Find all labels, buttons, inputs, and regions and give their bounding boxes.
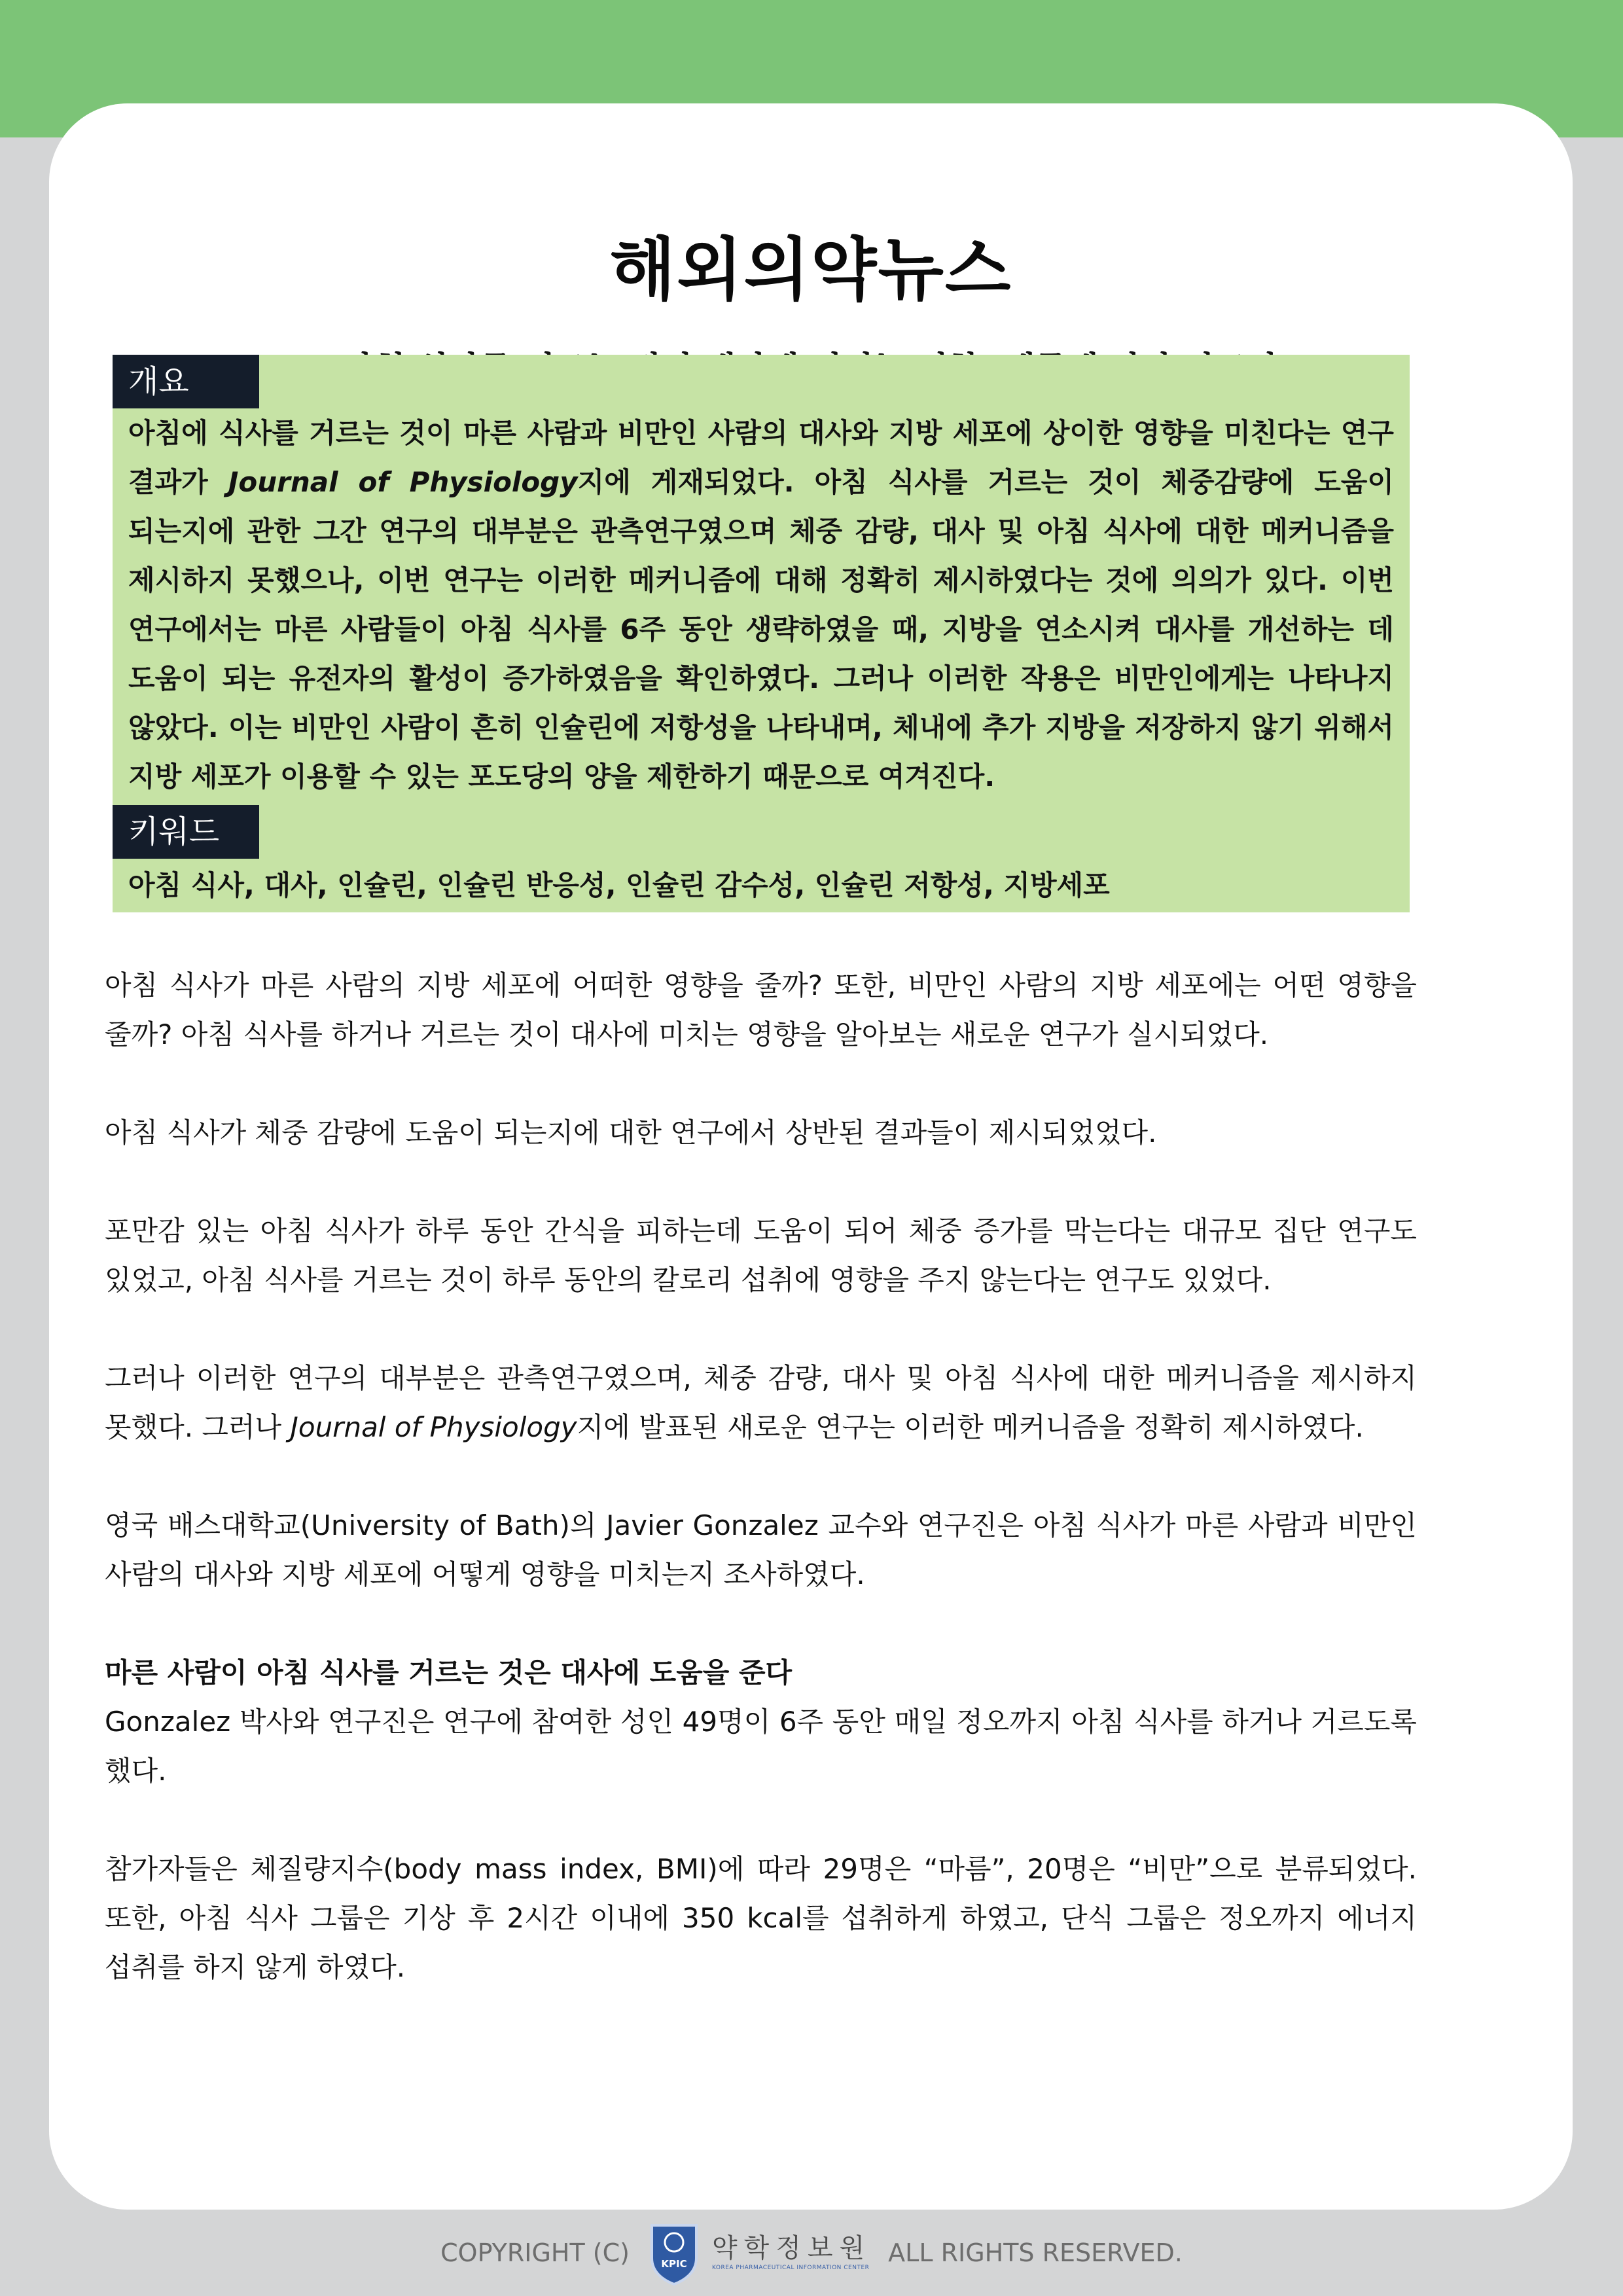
journal-name: Journal of Physiology: [228, 466, 578, 498]
emblem-label: KPIC: [661, 2258, 687, 2270]
summary-box: [113, 355, 1410, 912]
overview-text-part: 아침에 식사를 거르는 것이 마른 사람과 비만인 사람의 대사와 지방 세포에 상이한 영향을 미친다는 연구 결과가: [128, 417, 1394, 498]
footer: [0, 2220, 1623, 2286]
copyright-text: COPYRIGHT (C): [440, 2238, 630, 2267]
org-name-korean: 약학정보원: [711, 2233, 872, 2263]
body-paragraph: 영국 배스대학교(University of Bath)의 Javier Gonzalez 교수와 연구진은 아침 식사가 마른 사람과 비만인 사람의 대사와 지방 세포에 어떻게 영향을 미치는지 조사하였다.: [105, 1509, 1417, 1590]
journal-name: Journal of Physiology: [290, 1411, 577, 1443]
body-paragraph: 아침 식사가 체중 감량에 도움이 되는지에 대한 연구에서 상반된 결과들이 제시되었었다.: [105, 1117, 1157, 1149]
article-body: [105, 961, 1417, 1992]
keywords-text: 아침 식사, 대사, 인슐린, 인슐린 반응성, 인슐린 감수성, 인슐린 저항성, 지방세포: [128, 869, 1110, 901]
rights-text: ALL RIGHTS RESERVED.: [888, 2238, 1183, 2267]
logo-text: [712, 2233, 871, 2272]
kpic-logo: [647, 2220, 871, 2286]
body-text-part: 그러나 이러한 연구의 대부분은 관측연구였으며, 체중 감량, 대사 및 아침 식사에 대한 메커니즘을 제시하지 못했다. 그러나: [105, 1362, 1417, 1443]
page-title: 해외의약뉴스: [609, 230, 1012, 310]
body-paragraph: 참가자들은 체질량지수(body mass index, BMI)에 따라 29명은 “마름”, 20명은 “비만”으로 분류되었다. 또한, 아침 식사 그룹은 기상 후 2시간 이내에 350 kcal를 섭취하게 하였고, 단식 그룹은 정오까지 에너지 섭취를 하지 않게 하였다.: [105, 1853, 1417, 1983]
section-heading: 마른 사람이 아침 식사를 거르는 것은 대사에 도움을 준다: [105, 1657, 793, 1689]
keywords-label: 키워드: [113, 805, 259, 859]
kpic-emblem-icon: [647, 2220, 702, 2286]
body-paragraph: 포만감 있는 아침 식사가 하루 동안 간식을 피하는데 도움이 되어 체중 증가를 막는다는 대규모 집단 연구도 있었고, 아침 식사를 거르는 것이 하루 동안의 칼로리 섭취에 영향을 주지 않는다는 연구도 있었다.: [105, 1215, 1417, 1296]
overview-text-part: 지에 게재되었다. 아침 식사를 거르는 것이 체중감량에 도움이 되는지에 관한 그간 연구의 대부분은 관측연구였으며 체중 감량, 대사 및 아침 식사에 대한 메커니즘을 제시하지 못했으나, 이번 연구는 이러한 메커니즘에 대해 정확히 제시하였다는 것에 의의가 있다. 이번 연구에서는 마른 사람들이 아침 식사를 6주 동안 생략하였을 때, 지방을 연소시켜 대사를 개선하는 데 도움이 되는 유전자의 활성이 증가하였음을 확인하였다. 그러나 이러한 작용은 비만인에게는 나타나지 않았다. 이는 비만인 사람이 흔히 인슐린에 저항성을 나타내며, 체내에 추가 지방을 저장하지 않기 위해서 지방 세포가 이용할 수 있는 포도당의 양을 제한하기 때문으로 여겨진다.: [128, 466, 1394, 793]
body-paragraph: 아침 식사가 마른 사람의 지방 세포에 어떠한 영향을 줄까? 또한, 비만인 사람의 지방 세포에는 어떤 영향을 줄까? 아침 식사를 하거나 거르는 것이 대사에 미치는 영향을 알아보는 새로운 연구가 실시되었다.: [105, 969, 1417, 1050]
overview-label: 개요: [113, 355, 259, 408]
body-paragraph: Gonzalez 박사와 연구진은 연구에 참여한 성인 49명이 6주 동안 매일 정오까지 아침 식사를 하거나 거르도록 했다.: [105, 1706, 1417, 1787]
org-name-english: KOREA PHARMACEUTICAL INFORMATION CENTER: [711, 2265, 870, 2271]
body-paragraph: [105, 1354, 1417, 1452]
overview-text: [128, 408, 1394, 801]
body-text-part: 지에 발표된 새로운 연구는 이러한 메커니즘을 정확히 제시하였다.: [577, 1411, 1364, 1443]
